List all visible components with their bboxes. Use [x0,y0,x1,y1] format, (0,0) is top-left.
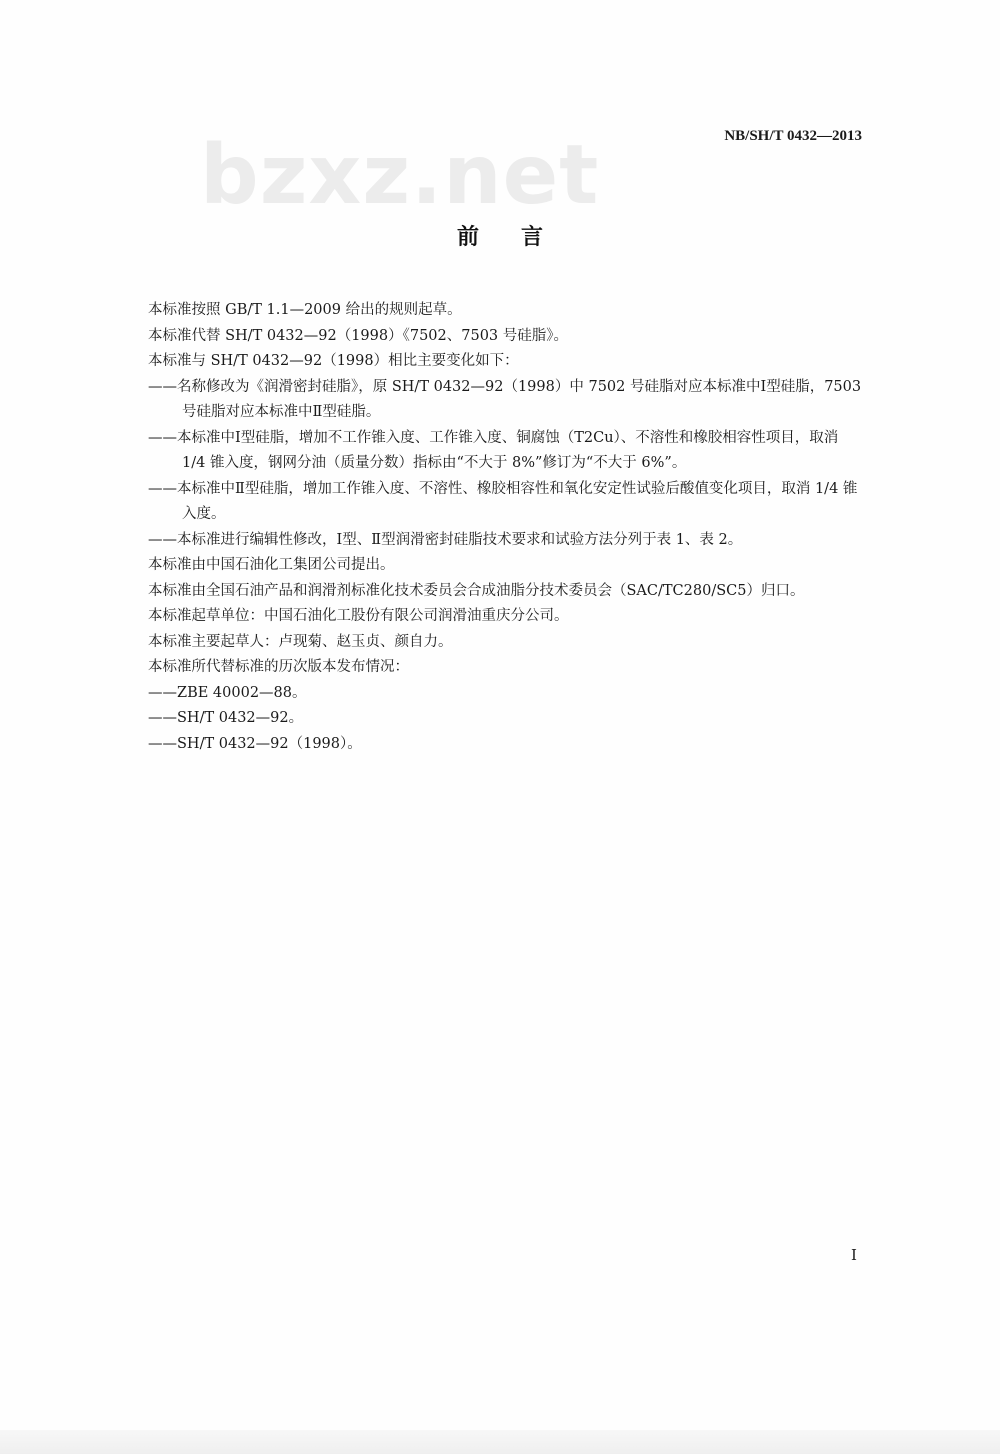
change-list-item: ——本标准进行编辑性修改，Ⅰ型、Ⅱ型润滑密封硅脂技术要求和试验方法分列于表 1、表 2。 [148,531,743,548]
standard-code: NB/SH/T 0432—2013 [724,128,862,144]
change-list-item: ——名称修改为《润滑密封硅脂》，原 SH/T 0432—92（1998）中 7502 号硅脂对应本标准中Ⅰ型硅脂，7503 号硅脂对应本标准中Ⅱ型硅脂。 [148,378,862,420]
history-item: ——SH/T 0432—92。 [148,710,304,726]
change-list-item: ——本标准中Ⅰ型硅脂，增加不工作锥入度、工作锥入度、铜腐蚀（T2Cu）、不溶性和橡胶相容性项目，取消 1/4 锥入度，钢网分油（质量分数）指标由“不大于 8%”修订为“不大于 6%”。 [148,429,839,471]
paragraph: 本标准所代替标准的历次版本发布情况： [148,659,409,675]
page-number: I [851,1246,857,1264]
paragraph: 本标准起草单位：中国石油化工股份有限公司润滑油重庆分公司。 [148,608,569,624]
change-list-item: ——本标准中Ⅱ型硅脂，增加工作锥入度、不溶性、橡胶相容性和氧化安定性试验后酸值变化项目，取消 1/4 锥入度。 [148,480,858,522]
paragraph: 本标准代替 SH/T 0432—92（1998）《7502、7503 号硅脂》。 [148,327,569,344]
paragraph: 本标准由全国石油产品和润滑剂标准化技术委员会合成油脂分技术委员会（SAC/TC280/SC5）归口。 [148,582,805,599]
paragraph: 本标准与 SH/T 0432—92（1998）相比主要变化如下： [148,353,519,369]
history-item: ——ZBE 40002—88。 [148,684,307,701]
paragraph: 本标准按照 GB/T 1.1—2009 给出的规则起草。 [148,302,462,318]
paragraph: 本标准主要起草人：卢现菊、赵玉贞、颜自力。 [148,633,453,650]
preface-body [113,298,865,757]
paragraph: 本标准由中国石油化工集团公司提出。 [148,557,395,573]
watermark: bzxz.net [200,128,600,223]
page-edge [0,1430,1000,1454]
history-item: ——SH/T 0432—92（1998）。 [148,735,362,752]
page-title: 前言 [456,225,585,250]
